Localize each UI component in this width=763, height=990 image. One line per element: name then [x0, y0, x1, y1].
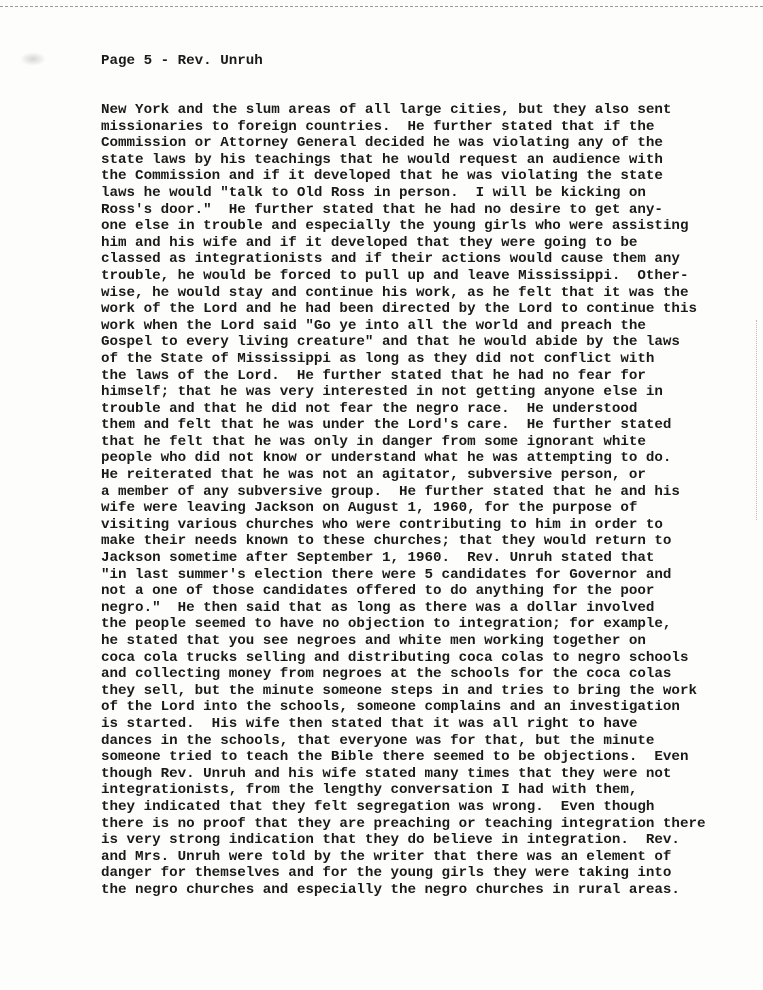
- text-line: a member of any subversive group. He further stated that he and his: [101, 483, 680, 500]
- text-line: someone tried to teach the Bible there seemed to be objections. Even: [101, 749, 689, 766]
- text-line: one else in trouble and especially the young girls who were assisting: [101, 218, 689, 235]
- text-line: not a one of those candidates offered to do anything for the poor: [101, 583, 655, 600]
- text-line: Ross's door." He further stated that he had no desire to get any-: [101, 201, 663, 218]
- text-line: is very strong indication that they do believe in integration. Rev.: [101, 832, 680, 849]
- text-line: and collecting money from negroes at the schools for the coca colas: [101, 666, 672, 683]
- text-line: the laws of the Lord. He further stated that he had no fear for: [101, 367, 646, 384]
- text-line: negro." He then said that as long as there was a dollar involved: [101, 599, 655, 616]
- text-line: Jackson sometime after September 1, 1960. Rev. Unruh stated that: [101, 550, 655, 567]
- text-line: Commission or Attorney General decided he was violating any of the: [101, 135, 663, 152]
- text-line: New York and the slum areas of all large cities, but they also sent: [101, 102, 672, 118]
- text-line: the Commission and if it developed that he was violating the state: [101, 168, 663, 185]
- text-line: state laws by his teachings that he would request an audience with: [101, 151, 663, 168]
- text-line: himself; that he was very interested in not getting anyone else in: [101, 384, 663, 401]
- text-line: there is no proof that they are preaching or teaching integration there: [101, 815, 706, 832]
- text-line: danger for themselves and for the young girls they were taking into: [101, 865, 672, 882]
- text-line: work when the Lord said "Go ye into all the world and preach the: [101, 317, 646, 334]
- text-line: the negro churches and especially the negro churches in rural areas.: [101, 881, 680, 898]
- text-line: people who did not know or understand what he was attempting to do.: [101, 450, 672, 467]
- page-header: Page 5 - Rev. Unruh: [101, 53, 263, 69]
- text-line: trouble and that he did not fear the negro race. He understood: [101, 400, 638, 417]
- text-line: trouble, he would be forced to pull up and leave Mississippi. Other-: [101, 267, 689, 284]
- text-line: the people seemed to have no objection to integration; for example,: [101, 616, 672, 633]
- text-line: he stated that you see negroes and white men working together on: [101, 633, 646, 649]
- text-line: of the State of Mississippi as long as they did not conflict with: [101, 350, 655, 367]
- text-line: classed as integrationists and if their actions would cause them any: [101, 251, 680, 268]
- text-line: though Rev. Unruh and his wife stated many times that they were not: [101, 765, 672, 782]
- text-line: is started. His wife then stated that it was all right to have: [101, 715, 638, 732]
- text-line: they sell, but the minute someone steps in and tries to bring the work: [101, 682, 697, 699]
- text-line: and Mrs. Unruh were told by the writer that there was an element of: [101, 848, 672, 865]
- page-top-edge: [0, 0, 763, 7]
- text-line: them and felt that he was under the Lord's care. He further stated: [101, 417, 672, 434]
- text-line: dances in the schools, that everyone was for that, but the minute: [101, 732, 655, 749]
- text-line: He reiterated that he was not an agitator, subversive person, or: [101, 467, 646, 484]
- text-line: visiting various churches who were contributing to him in order to: [101, 516, 663, 533]
- text-line: integrationists, from the lengthy conversation I had with them,: [101, 782, 638, 799]
- scan-artifact: [20, 52, 46, 66]
- text-line: of the Lord into the schools, someone complains and an investigation: [101, 699, 680, 716]
- text-line: "in last summer's election there were 5 candidates for Governor and: [101, 566, 672, 583]
- body-text: [101, 102, 751, 899]
- text-line: laws he would "talk to Old Ross in person. I will be kicking on: [101, 184, 646, 201]
- text-line: work of the Lord and he had been directed by the Lord to continue this: [101, 301, 697, 318]
- text-line: missionaries to foreign countries. He further stated that if the: [101, 118, 655, 135]
- text-line: make their needs known to these churches; that they would return to: [101, 533, 672, 550]
- text-line: wife were leaving Jackson on August 1, 1960, for the purpose of: [101, 500, 638, 517]
- text-line: that he felt that he was only in danger from some ignorant white: [101, 433, 646, 450]
- text-line: they indicated that they felt segregation was wrong. Even though: [101, 798, 655, 815]
- margin-marks: [756, 320, 760, 520]
- text-line: coca cola trucks selling and distributing coca colas to negro schools: [101, 649, 689, 666]
- text-line: Gospel to every living creature" and that he would abide by the laws: [101, 334, 680, 351]
- text-line: wise, he would stay and continue his work, as he felt that it was the: [101, 284, 689, 301]
- text-line: him and his wife and if it developed that they were going to be: [101, 234, 638, 251]
